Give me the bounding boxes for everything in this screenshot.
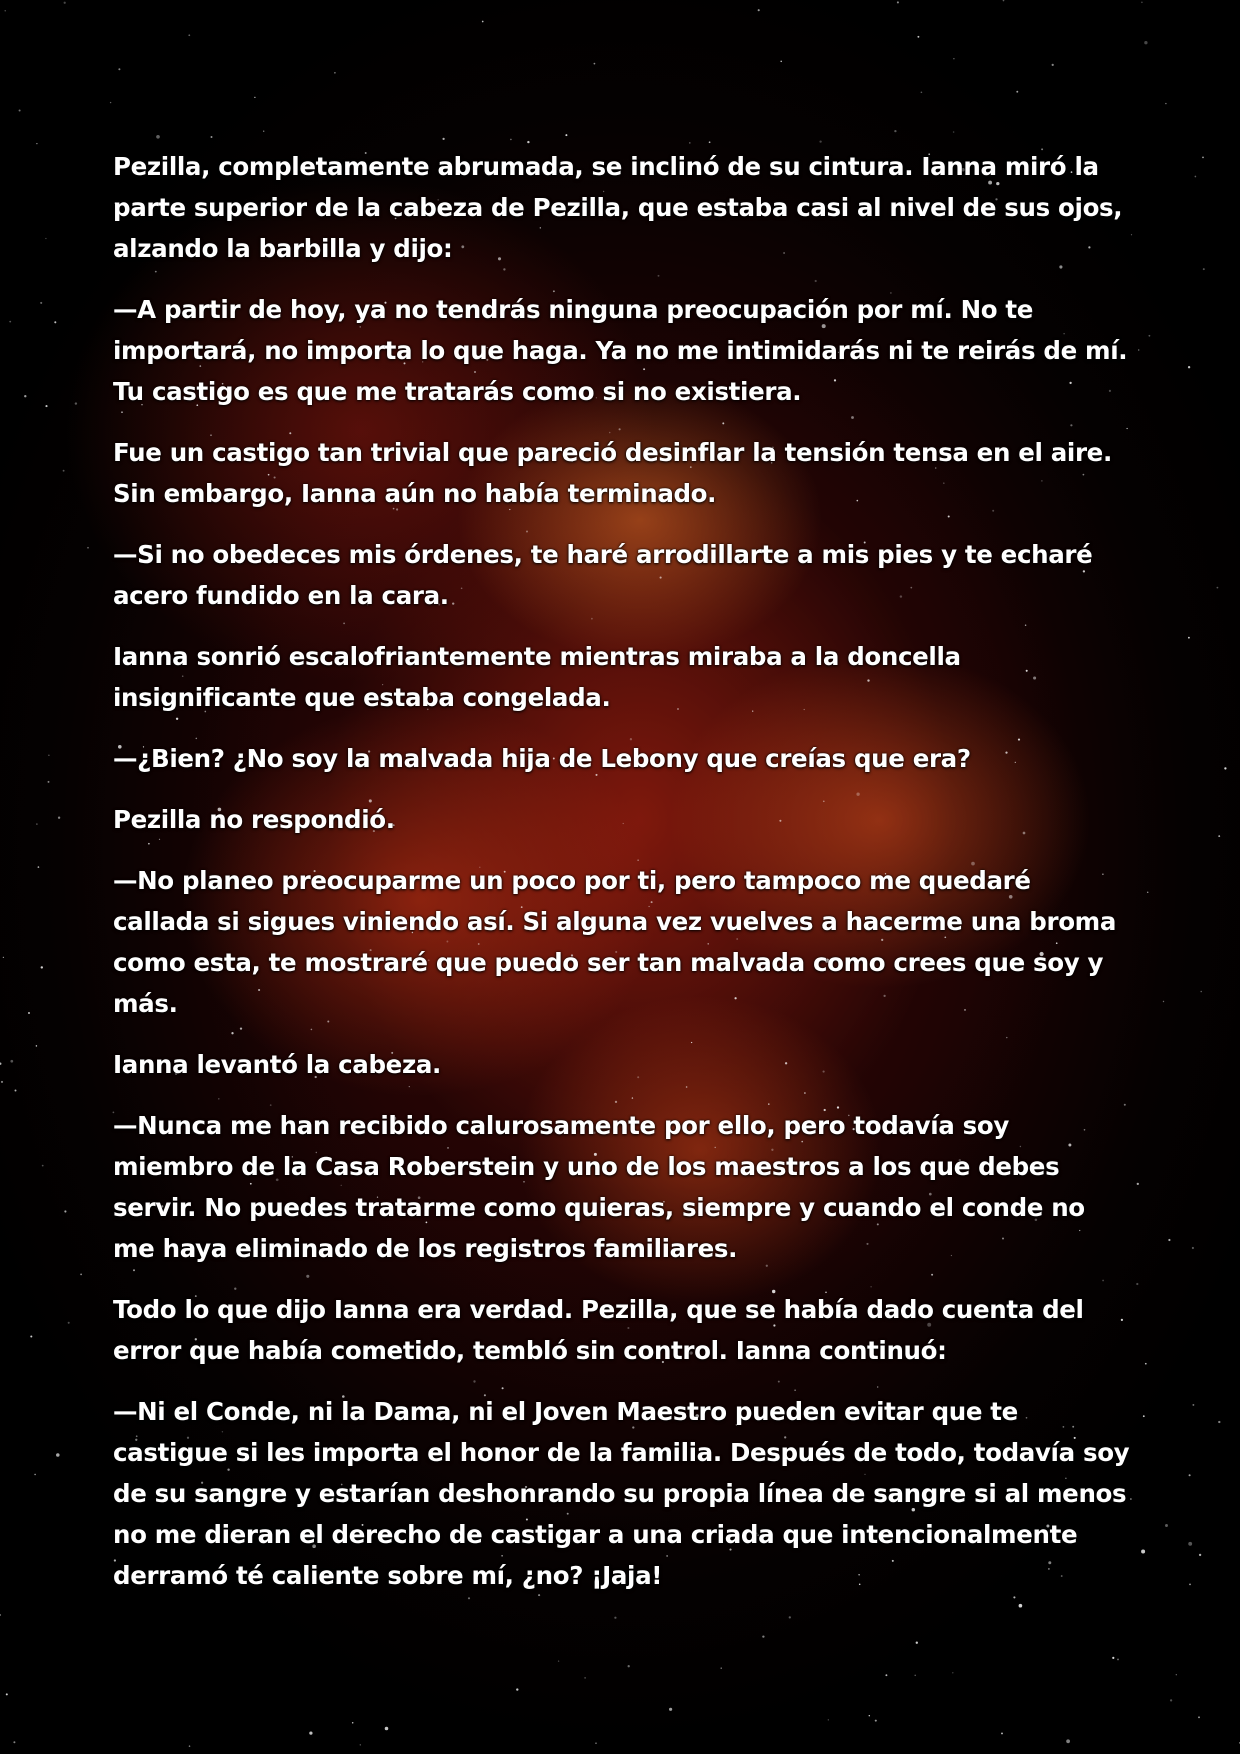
star <box>1176 1674 1177 1675</box>
star <box>254 97 255 98</box>
star <box>1136 1283 1138 1285</box>
paragraph-5: Ianna sonrió escalofriantemente mientras miraba a la doncella insignificante que estaba congelada. <box>113 642 961 712</box>
star <box>34 1474 35 1475</box>
paragraph-1: Pezilla, completamente abrumada, se inclinó de su cintura. Ianna miró la parte superior de la cabeza de Pezilla, que estaba casi al nivel de sus ojos, alzando la barbilla y dijo: <box>113 152 1123 263</box>
star <box>1202 157 1204 159</box>
star <box>1188 637 1190 639</box>
paragraph-12: —Ni el Conde, ni la Dama, ni el Joven Maestro pueden evitar que te castigue si les importa el honor de la familia. Después de todo, todavía soy de su sangre y estarían deshonrando su propia línea de sangre si al menos no me dieran el derecho de castigar a una criada que intencionalmente derramó té caliente sobre mí, ¿no? ¡Jaja! <box>113 1397 1130 1590</box>
star <box>189 1745 191 1747</box>
star <box>1189 1474 1191 1476</box>
star <box>952 1672 953 1673</box>
star <box>360 1744 361 1745</box>
star <box>1189 1583 1191 1585</box>
star <box>1195 176 1197 178</box>
star <box>1112 1657 1114 1659</box>
star <box>894 130 896 132</box>
paragraph-11: Todo lo que dijo Ianna era verdad. Pezilla, que se había dado cuenta del error que había cometido, tembló sin control. Ianna continuó: <box>113 1295 1084 1365</box>
star <box>334 72 336 74</box>
star <box>758 9 760 11</box>
star <box>24 395 26 397</box>
star <box>1147 892 1148 893</box>
star <box>36 823 37 824</box>
star <box>263 131 264 132</box>
star <box>28 1012 30 1014</box>
paragraph-4: —Si no obedeces mis órdenes, te haré arrodillarte a mis pies y te echaré acero fundido en la cara. <box>113 540 1093 610</box>
star <box>885 1674 887 1676</box>
star <box>6 1693 8 1695</box>
star <box>1141 1550 1145 1554</box>
star <box>914 1675 915 1676</box>
star <box>869 1715 870 1716</box>
star <box>442 138 444 140</box>
star <box>1188 366 1190 368</box>
star <box>58 817 60 819</box>
star <box>584 1677 586 1679</box>
star <box>1016 91 1018 93</box>
star <box>482 21 484 23</box>
star <box>780 61 781 62</box>
star <box>917 36 919 38</box>
star <box>1192 1247 1194 1249</box>
star <box>5 10 6 11</box>
star <box>628 1665 630 1667</box>
star <box>1003 0 1005 1</box>
paragraph-3: Fue un castigo tan trivial que pareció desinflar la tensión tensa en el aire. Sin embargo, Ianna aún no había terminado. <box>113 438 1112 508</box>
star <box>80 1274 82 1276</box>
star <box>87 547 89 549</box>
star <box>897 1 899 3</box>
star <box>953 58 954 59</box>
star <box>1144 41 1147 44</box>
star <box>211 136 213 138</box>
star <box>527 141 529 143</box>
star <box>558 1660 559 1661</box>
paragraph-2: —A partir de hoy, ya no tendrás ninguna preocupación por mí. No te importará, no importa lo que haga. Ya no me intimidarás ni te reirás de mí. Tu castigo es que me tratarás como si no existiera. <box>113 295 1128 406</box>
star <box>1217 587 1219 589</box>
star <box>0 1063 1 1065</box>
star <box>1145 1363 1147 1365</box>
star <box>595 1742 597 1744</box>
star <box>1165 1524 1168 1527</box>
star <box>565 134 567 136</box>
star <box>1137 1183 1139 1185</box>
star <box>45 238 46 239</box>
star <box>1148 335 1150 337</box>
star <box>110 102 111 103</box>
star <box>819 140 821 142</box>
paragraph-10: —Nunca me han recibido calurosamente por ello, pero todavía soy miembro de la Casa Roberstein y uno de los maestros a los que debes servir. No puedes tratarme como quieras, siempre y cuando el conde no me haya eliminado de los registros familiares. <box>113 1111 1085 1263</box>
star <box>0 1614 1 1615</box>
story-text <box>113 146 1133 1616</box>
star <box>63 470 65 472</box>
star <box>19 109 21 111</box>
star <box>118 68 120 70</box>
star <box>1165 103 1166 104</box>
star <box>1218 835 1220 837</box>
star <box>1052 64 1054 66</box>
star <box>921 91 923 93</box>
star <box>669 1708 672 1711</box>
paragraph-9: Ianna levantó la cabeza. <box>113 1050 441 1079</box>
star <box>385 1727 389 1731</box>
star <box>1168 1239 1170 1241</box>
star <box>594 63 596 65</box>
star <box>1170 1699 1172 1701</box>
star <box>875 1720 877 1722</box>
star <box>38 866 40 868</box>
star <box>40 302 42 304</box>
star <box>36 143 37 144</box>
star <box>510 139 512 141</box>
star <box>762 1635 764 1637</box>
star <box>721 1667 722 1668</box>
star <box>352 1722 354 1724</box>
star <box>54 321 56 323</box>
star <box>916 1642 918 1644</box>
star <box>309 1731 312 1734</box>
star <box>828 1719 829 1720</box>
star <box>68 1322 70 1324</box>
star <box>1117 1658 1119 1660</box>
star <box>64 1210 66 1212</box>
star <box>516 1688 518 1690</box>
star <box>1218 1421 1220 1423</box>
star <box>13 1741 15 1743</box>
star <box>45 405 47 407</box>
star <box>1200 991 1202 993</box>
star <box>9 321 11 323</box>
star <box>1143 1415 1145 1417</box>
star <box>1198 1716 1200 1718</box>
star <box>3 957 4 958</box>
star <box>56 1453 60 1457</box>
star <box>48 755 49 756</box>
paragraph-7: Pezilla no respondió. <box>113 805 395 834</box>
paragraph-6: —¿Bien? ¿No soy la malvada hija de Lebony que creías que era? <box>113 744 971 773</box>
star <box>1199 1554 1201 1556</box>
star <box>36 1045 38 1047</box>
star <box>1066 1739 1070 1743</box>
star <box>188 34 190 36</box>
star <box>709 141 711 143</box>
star <box>789 1616 791 1618</box>
star <box>614 1617 616 1619</box>
star <box>30 1335 32 1337</box>
star <box>1 1081 3 1083</box>
star <box>41 966 43 968</box>
star <box>48 781 50 783</box>
star <box>1188 1542 1192 1546</box>
paragraph-8: —No planeo preocuparme un poco por ti, pero tampoco me quedaré callada si sigues viniendo así. Si alguna vez vuelves a hacerme una broma como esta, te mostraré que puedo ser tan malvada como crees que soy y más. <box>113 866 1117 1018</box>
star <box>10 1060 13 1063</box>
star <box>1203 268 1205 270</box>
star <box>1001 1732 1003 1734</box>
star <box>156 135 160 139</box>
star <box>1224 767 1226 769</box>
star <box>689 142 691 144</box>
star <box>64 2 66 4</box>
star <box>1138 349 1139 350</box>
star <box>42 1165 44 1167</box>
star <box>1192 1404 1194 1406</box>
star <box>1163 1001 1164 1002</box>
star <box>1141 1 1143 3</box>
star <box>75 402 77 404</box>
star <box>953 131 955 133</box>
star <box>15 1090 17 1092</box>
